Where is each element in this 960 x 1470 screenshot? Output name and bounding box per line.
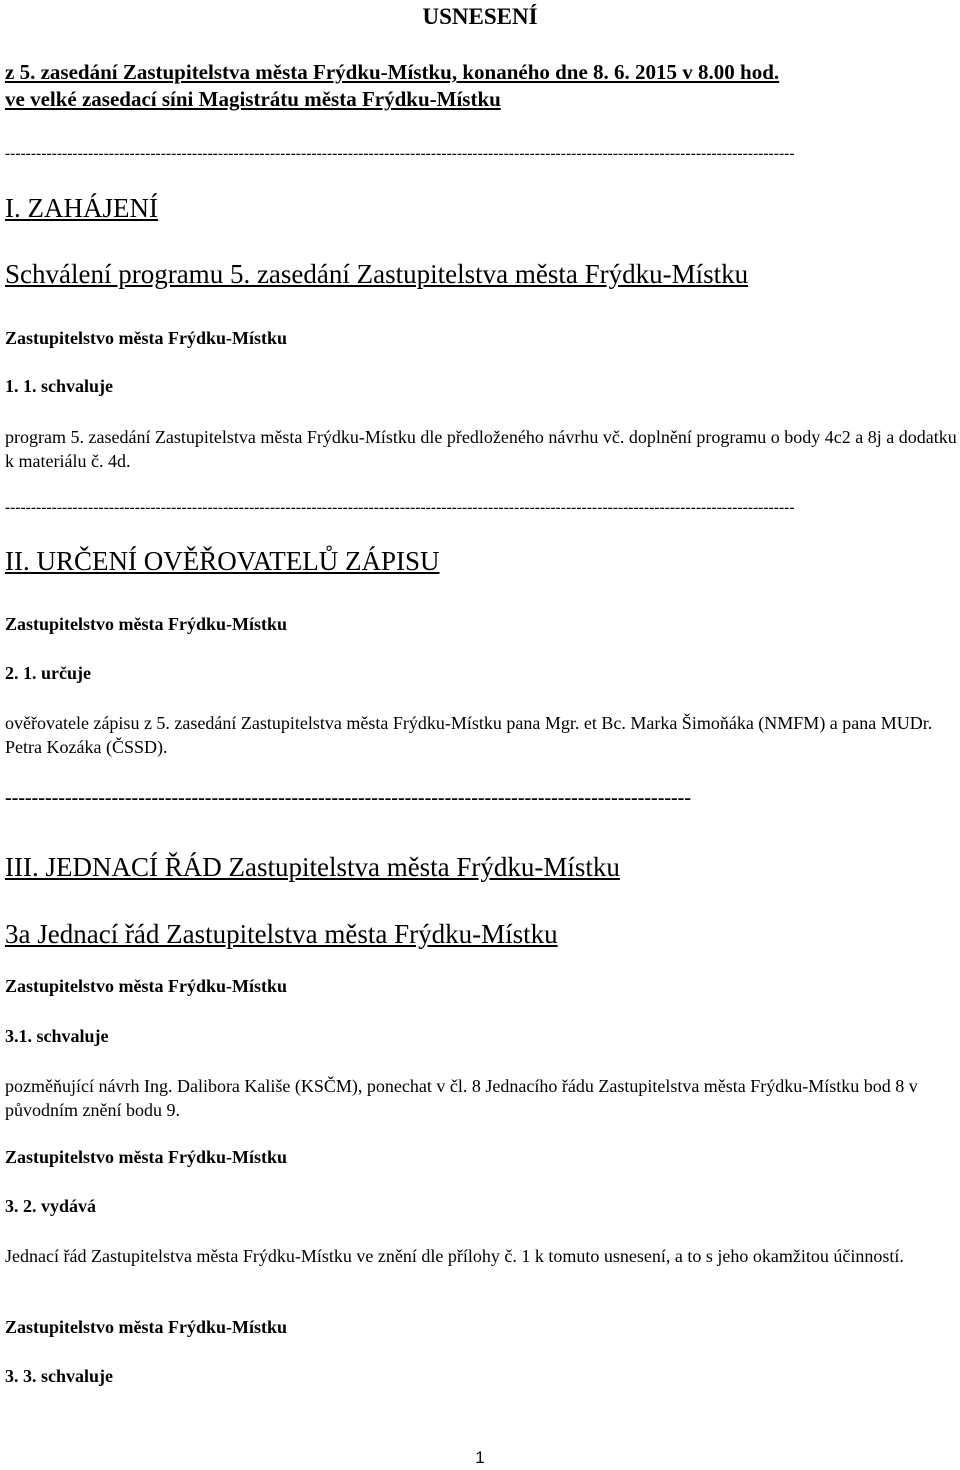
section-heading-2: II. URČENÍ OVĚŘOVATELŮ ZÁPISU [5, 546, 440, 576]
separator-line: -------------------------------------------------------------------------------------------------------------------------------------------------------- [5, 146, 795, 162]
council-label: Zastupitelstvo města Frýdku-Místku [5, 328, 288, 348]
council-label: Zastupitelstvo města Frýdku-Místku [5, 976, 288, 996]
resolution-text: program 5. zasedání Zastupitelstva města Frýdku-Místku dle předloženého návrhu vč. doplnění programu o body 4c2 a 8j a dodatku k materiálu č. 4d. [5, 427, 957, 471]
meeting-header-line2: ve velké zasedací síni Magistrátu města Frýdku-Místku [5, 87, 501, 111]
document-title: USNESENÍ [422, 4, 538, 29]
page-number: 1 [475, 1448, 485, 1467]
section-heading-1: I. ZAHÁJENÍ [5, 193, 158, 223]
resolution-number: 2. 1. určuje [5, 663, 91, 683]
section-subheading-1: Schválení programu 5. zasedání Zastupitelstva města Frýdku-Místku [5, 259, 749, 289]
resolution-number: 1. 1. schvaluje [5, 376, 113, 396]
separator-line-bold: ------------------------------------------------------------------------------------------------------- [5, 787, 691, 809]
resolution-text: Jednací řád Zastupitelstva města Frýdku-Místku ve znění dle přílohy č. 1 k tomuto usnesení, a to s jeho okamžitou účinností. [5, 1246, 904, 1266]
resolution-number: 3. 2. vydává [5, 1196, 97, 1216]
resolution-text: ověřovatele zápisu z 5. zasedání Zastupitelstva města Frýdku-Místku pana Mgr. et Bc. Marka Šimoňáka (NMFM) a pana MUDr. Petra Kozáka (ČSSD). [5, 713, 933, 757]
council-label: Zastupitelstvo města Frýdku-Místku [5, 614, 288, 634]
meeting-header-line1: z 5. zasedání Zastupitelstva města Frýdku-Místku, konaného dne 8. 6. 2015 v 8.00 hod. [5, 60, 780, 84]
section-subheading-3a: 3a Jednací řád Zastupitelstva města Frýdku-Místku [5, 919, 558, 949]
resolution-number: 3. 3. schvaluje [5, 1366, 113, 1386]
separator-line: -------------------------------------------------------------------------------------------------------------------------------------------------------- [5, 500, 795, 516]
resolution-text: pozměňující návrh Ing. Dalibora Kališe (KSČM), ponechat v čl. 8 Jednacího řádu Zastupitelstva města Frýdku-Místku bod 8 v původním znění bodu 9. [5, 1076, 918, 1120]
council-label: Zastupitelstvo města Frýdku-Místku [5, 1147, 288, 1167]
section-heading-3: III. JEDNACÍ ŘÁD Zastupitelstva města Frýdku-Místku [5, 852, 620, 882]
resolution-number: 3.1. schvaluje [5, 1026, 109, 1046]
council-label: Zastupitelstvo města Frýdku-Místku [5, 1317, 288, 1337]
